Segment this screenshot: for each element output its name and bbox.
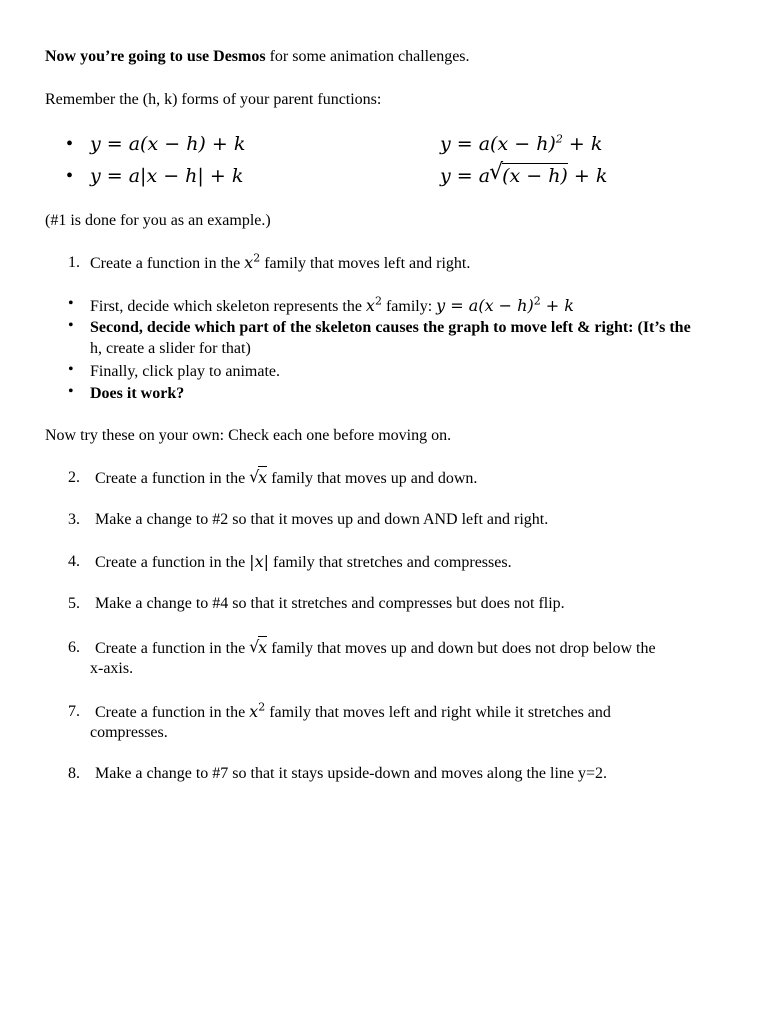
sqrt-radicand: (x − h) (502, 165, 568, 187)
item-6-cont: x-axis. (90, 660, 134, 677)
step-first-pre: First, decide which skeleton represents the (90, 298, 366, 315)
item-number: 5. (68, 595, 80, 612)
remember-line: Remember the (h, k) forms of your parent functions: (45, 91, 382, 108)
item-1-pre: Create a function in the (90, 255, 245, 272)
sqrt-tail: + k (567, 165, 608, 187)
item-1-post: family that moves left and right. (260, 255, 471, 272)
radical-symbol: √ (x − h) (489, 160, 568, 187)
bullet-dot: • (68, 317, 74, 334)
quadratic-base: y = a(x − h) (440, 133, 556, 155)
item-number: 6. (68, 639, 80, 656)
item-6-text: Create a function in the √ x family that moves up and down but does not drop below the (95, 637, 656, 657)
step-second-cont: h, create a slider for that) (90, 340, 251, 357)
item-number: 2. (68, 469, 80, 486)
item-1-text (90, 253, 470, 274)
step-second (90, 318, 691, 338)
step-first-formula: $y = a(x - h)^2 + k$ (436, 294, 574, 315)
intro-rest: for some animation challenges. (265, 48, 470, 65)
bullet-dot: • (66, 165, 74, 187)
item-4-text: Create a function in the |x| family that stretches and compresses. (95, 552, 512, 571)
step-second-rest: : (It’s the (628, 319, 691, 336)
bullet-dot: • (68, 383, 74, 400)
bullet-dot: • (66, 133, 74, 155)
item-5-text: Make a change to #4 so that it stretches and compresses but does not flip. (95, 595, 565, 612)
quadratic-form (440, 134, 602, 154)
item-number: 1. (68, 254, 80, 271)
item-number: 3. (68, 511, 80, 528)
step-fourth: Does it work? (90, 385, 185, 402)
item-7-family: $x^2$ (249, 700, 266, 721)
item-number: 8. (68, 765, 80, 782)
item-number: 4. (68, 553, 80, 570)
step-first-family: $x^2$ (365, 294, 382, 315)
linear-form: y = a(x − h) + k (90, 133, 246, 155)
step-second-bold: Second, decide which part of the skeleton causes the graph to move left & right (90, 319, 629, 336)
step-first-mid: family: (381, 298, 437, 315)
item-8-text: Make a change to #7 so that it stays upside-down and moves along the line y=2. (95, 765, 608, 782)
radical-symbol: √ x (249, 637, 268, 657)
quadratic-tail: + k (562, 133, 603, 155)
item-4-family: |x| (249, 552, 269, 571)
example-note: (#1 is done for you as an example.) (45, 212, 271, 229)
bullet-dot: • (68, 361, 74, 378)
item-1-family: $x^2$ (244, 251, 261, 272)
abs-form: y = a|x − h| + k (90, 165, 244, 187)
sqrt-form (440, 160, 608, 187)
item-3-text: Make a change to #2 so that it moves up and down AND left and right. (95, 511, 549, 528)
quadratic-exponent: 2 (555, 132, 563, 146)
try-own-line: Now try these on your own: Check each one before moving on. (45, 427, 452, 444)
radical-symbol: √ x (249, 467, 268, 487)
sqrt-lead: y = a (440, 165, 491, 187)
item-7-text: Create a function in the $x^2$ family that moves left and right while it stretches and (95, 700, 611, 721)
item-number: 7. (68, 703, 80, 720)
item-2-text: Create a function in the √ x family that moves up and down. (95, 467, 478, 487)
intro-bold: Now you’re going to use Desmos (45, 48, 266, 65)
bullet-dot: • (68, 295, 74, 312)
item-7-cont: compresses. (90, 724, 168, 741)
intro-line (45, 47, 470, 67)
step-third: Finally, click play to animate. (90, 363, 281, 380)
step-first (90, 296, 574, 317)
